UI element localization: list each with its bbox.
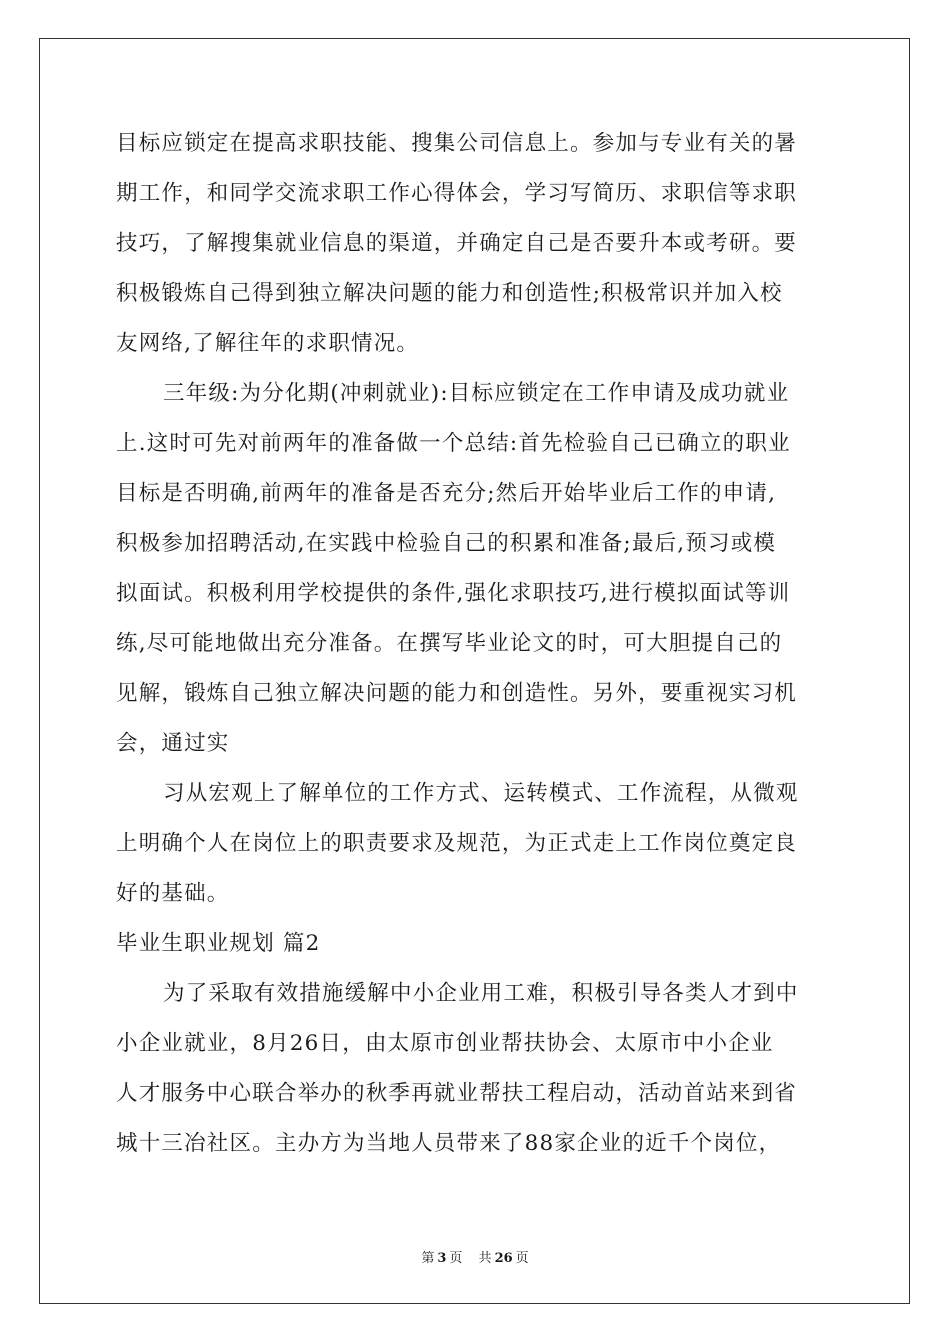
- text-line: 练,尽可能地做出充分准备。在撰写毕业论文的时，可大胆提自己的: [116, 631, 783, 656]
- total-suffix: 页: [515, 1251, 529, 1266]
- paragraph-start-line: 为了采取有效措施缓解中小企业用工难，积极引导各类人才到中: [163, 981, 799, 1006]
- total-indicator: [476, 1251, 532, 1266]
- text-line: 拟面试。积极利用学校提供的条件,强化求职技巧,进行模拟面试等训: [116, 581, 791, 606]
- text-line: 小企业就业，8月26日，由太原市创业帮扶协会、太原市中小企业: [116, 1031, 774, 1056]
- total-pages: 26: [494, 1251, 513, 1266]
- text-line: 目标应锁定在提高求职技能、搜集公司信息上。参加与专业有关的暑: [116, 131, 798, 156]
- text-line: 见解，锻炼自己独立解决问题的能力和创造性。另外，要重视实习机: [116, 681, 798, 706]
- text-line: 友网络,了解往年的求职情况。: [116, 331, 420, 356]
- text-line: 目标是否明确,前两年的准备是否充分;然后开始毕业后工作的申请,: [116, 481, 777, 506]
- text-line: 好的基础。: [116, 881, 230, 906]
- text-line: 技巧，了解搜集就业信息的渠道，并确定自己是否要升本或考研。要: [116, 231, 798, 256]
- paragraph-start-line: 三年级:为分化期(冲刺就业):目标应锁定在工作申请及成功就业: [163, 381, 790, 406]
- text-line: 积极参加招聘活动,在实践中检验自己的积累和准备;最后,预习或模: [116, 531, 777, 556]
- paragraph-start-line: 习从宏观上了解单位的工作方式、运转模式、工作流程，从微观: [163, 781, 799, 806]
- text-line: 城十三冶社区。主办方为当地人员带来了88家企业的近千个岗位，: [116, 1131, 782, 1156]
- text-line: 会，通过实: [116, 731, 230, 756]
- text-line: 上.这时可先对前两年的准备做一个总结:首先检验自己已确立的职业: [116, 431, 791, 456]
- page-prefix: 第: [421, 1251, 435, 1266]
- text-line: 积极锻炼自己得到独立解决问题的能力和创造性;积极常识并加入校: [116, 281, 783, 306]
- page-footer: [0, 1247, 950, 1266]
- section-heading: 毕业生职业规划 篇2: [116, 931, 321, 956]
- page-number: 3: [437, 1251, 447, 1266]
- total-prefix: 共: [478, 1251, 492, 1266]
- text-line: 人才服务中心联合举办的秋季再就业帮扶工程启动，活动首站来到省: [116, 1081, 798, 1106]
- text-line: 期工作，和同学交流求职工作心得体会，学习写简历、求职信等求职: [116, 181, 798, 206]
- text-line: 上明确个人在岗位上的职责要求及规范，为正式走上工作岗位奠定良: [116, 831, 798, 856]
- page-indicator: [418, 1251, 465, 1266]
- page-suffix: 页: [449, 1251, 463, 1266]
